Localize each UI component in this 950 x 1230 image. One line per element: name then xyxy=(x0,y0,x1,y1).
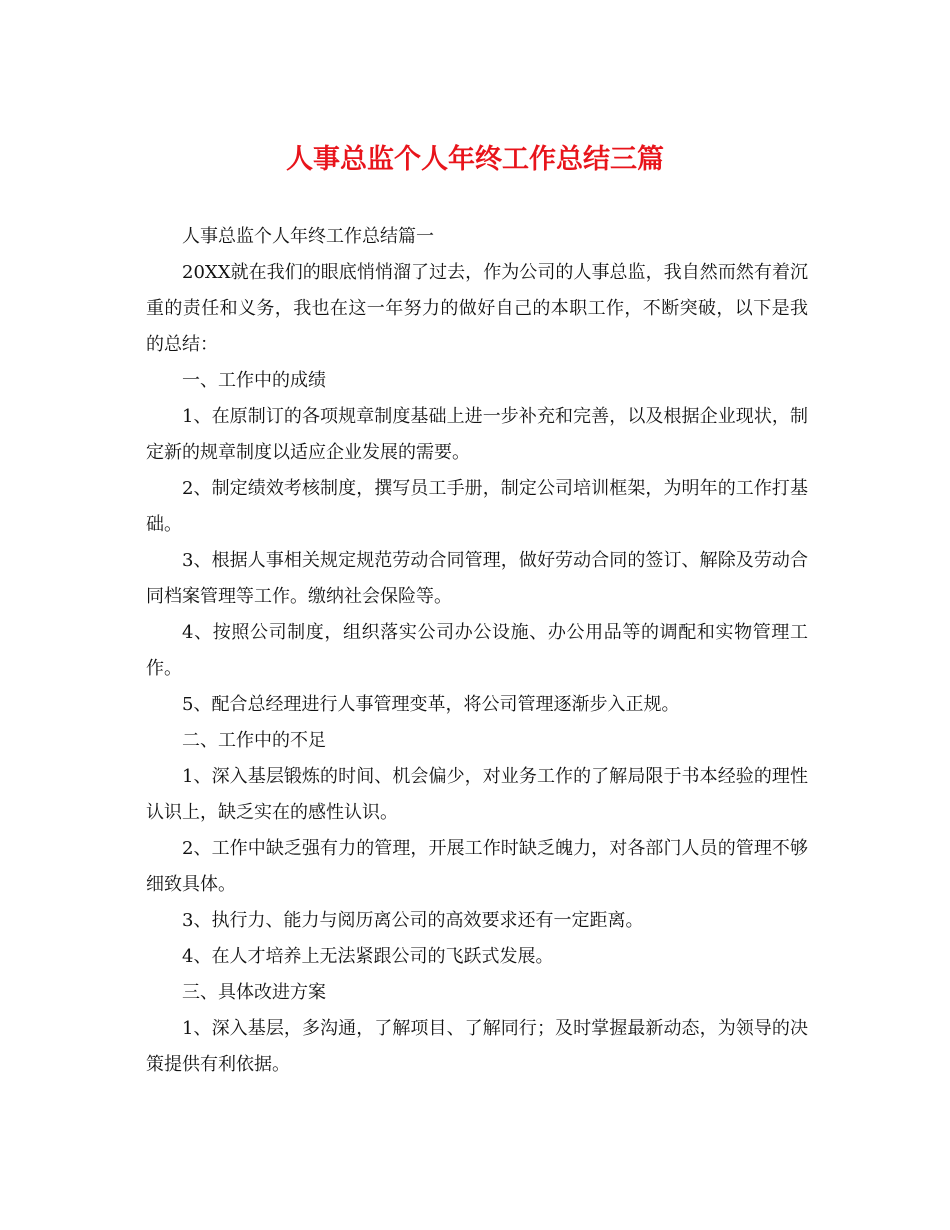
heading-shortcomings: 二、工作中的不足 xyxy=(182,730,326,751)
paragraph-achievement-1: 1、在原制订的各项规章制度基础上进一步补充和完善，以及根据企业现状，制定新的规章制度以适应企业发展的需要。 xyxy=(146,406,808,463)
heading-improvement-plan: 三、具体改进方案 xyxy=(182,982,326,1003)
paragraph-shortcoming-4: 4、在人才培养上无法紧跟公司的飞跃式发展。 xyxy=(182,946,554,967)
paragraph-achievement-5: 5、配合总经理进行人事管理变革，将公司管理逐渐步入正规。 xyxy=(182,694,680,715)
document-title: 人事总监个人年终工作总结三篇 xyxy=(286,144,664,175)
heading-achievements: 一、工作中的成绩 xyxy=(182,370,326,391)
paragraph-achievement-4: 4、按照公司制度，组织落实公司办公设施、办公用品等的调配和实物管理工作。 xyxy=(146,622,808,679)
paragraph-intro: 20XX就在我们的眼底悄悄溜了过去，作为公司的人事总监，我自然而然有着沉重的责任和义务，我也在这一年努力的做好自己的本职工作，不断突破，以下是我的总结： xyxy=(146,262,808,355)
paragraph-shortcoming-1: 1、深入基层锻炼的时间、机会偏少，对业务工作的了解局限于书本经验的理性认识上，缺乏实在的感性认识。 xyxy=(146,766,808,823)
paragraph-section-heading: 人事总监个人年终工作总结篇一 xyxy=(182,226,434,247)
paragraph-achievement-2: 2、制定绩效考核制度，撰写员工手册，制定公司培训框架，为明年的工作打基础。 xyxy=(146,478,808,535)
paragraph-achievement-3: 3、根据人事相关规定规范劳动合同管理，做好劳动合同的签订、解除及劳动合同档案管理等工作。缴纳社会保险等。 xyxy=(146,550,808,607)
paragraph-shortcoming-3: 3、执行力、能力与阅历离公司的高效要求还有一定距离。 xyxy=(182,910,644,931)
paragraph-improvement-1: 1、深入基层，多沟通，了解项目、了解同行；及时掌握最新动态，为领导的决策提供有利依据。 xyxy=(146,1018,808,1075)
paragraph-shortcoming-2: 2、工作中缺乏强有力的管理，开展工作时缺乏魄力，对各部门人员的管理不够细致具体。 xyxy=(146,838,808,895)
document-body xyxy=(146,219,808,1083)
